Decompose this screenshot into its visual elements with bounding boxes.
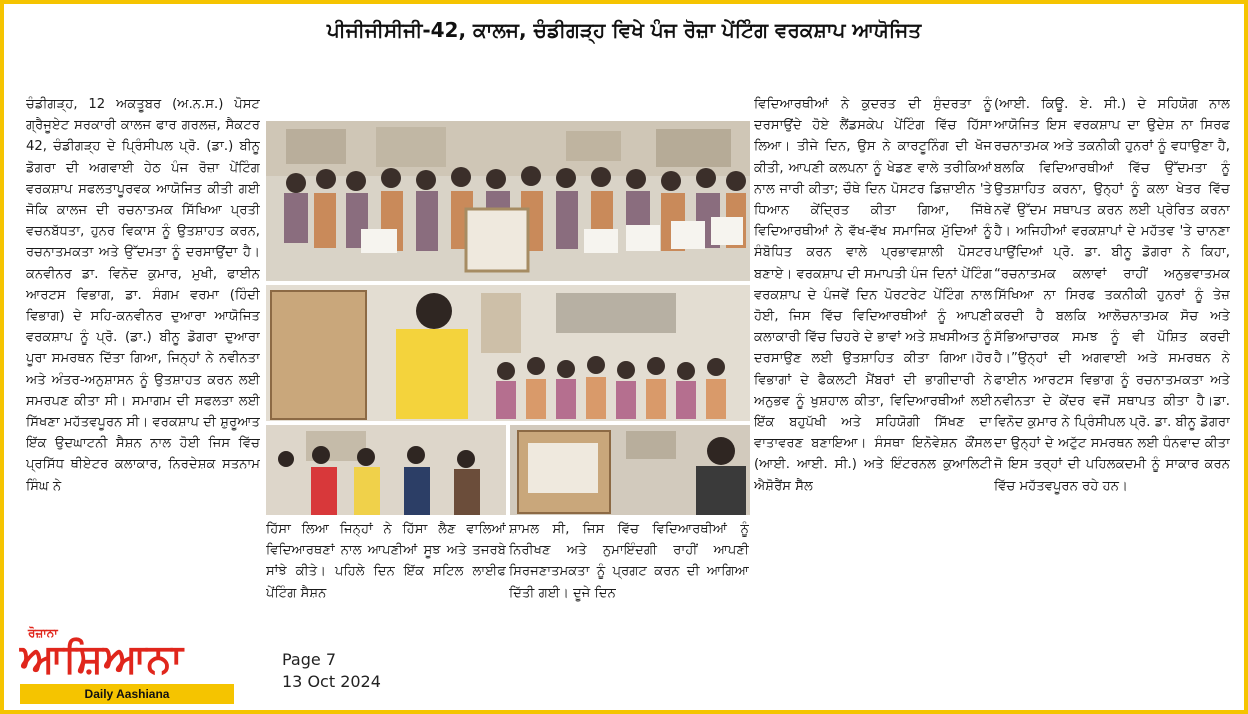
newspaper-logo bbox=[18, 626, 248, 706]
publication-date: 13 Oct 2024 bbox=[282, 672, 381, 691]
page-meta bbox=[282, 649, 381, 693]
article-column-2: ਹਿੱਸਾ ਲਿਆ ਜਿਨ੍ਹਾਂ ਨੇ ਹਿੱਸਾ ਲੈਣ ਵਾਲਿਆਂ ਵਿਦਿਆਰਥਣਾਂ ਨਾਲ ਆਪਣੀਆਂ ਸੂਝ ਅਤੇ ਤਜਰਬੇ ਸਾਂਝੇ ਕੀਤੇ। ਪਹਿਲੇ ਦਿਨ ਇੱਕ ਸਟਿਲ ਲਾਈਫ ਪੇਂਟਿੰਗ ਸੈਸ਼ਨ bbox=[266, 522, 506, 601]
logo-english: Daily Aashiana bbox=[20, 684, 234, 704]
article-column-3: ਸ਼ਾਮਲ ਸੀ, ਜਿਸ ਵਿੱਚ ਵਿਦਿਆਰਥੀਆਂ ਨੂੰ ਨਿਰੀਖਣ ਅਤੇ ਨੁਮਾਇੰਦਗੀ ਰਾਹੀਂ ਆਪਣੀ ਸਿਰਜਣਾਤਮਕਤਾ ਨੂੰ ਪ੍ਰਗਟ ਕਰਨ ਦੀ ਆਗਿਆ ਦਿੱਤੀ ਗਈ। ਦੂਜੇ ਦਿਨ bbox=[509, 522, 749, 601]
article-column-5: (ਆਈ. ਕਿਊ. ਏ. ਸੀ.) ਦੇ ਸਹਿਯੋਗ ਨਾਲ ਆਯੋਜਿਤ ਇਸ ਵਰਕਸ਼ਾਪ ਦਾ ਉਦੇਸ਼ ਨਾ ਸਿਰਫ ਰਚਨਾਤਮਕ ਅਤੇ ਤਕਨੀਕੀ ਹੁਨਰਾਂ ਨੂੰ ਵਧਾਉਣਾ ਹੈ, ਬਲਕਿ ਵਿਦਿਆਰਥੀਆਂ ਵਿੱਚ ਉੱਦਮਤਾ ਨੂੰ ਉਤਸ਼ਾਹਿਤ ਕਰਨਾ, ਉਨ੍ਹਾਂ ਨੂੰ ਕਲਾ ਖੇਤਰ ਵਿੱਚ ਨਵੇਂ ਉੱਦਮ ਸਥਾਪਤ ਕਰਨ ਲਈ ਪ੍ਰੇਰਿਤ ਕਰਨਾ ਹੈ। ਅਜਿਹੀਆਂ ਵਰਕਸ਼ਾਪਾਂ ਦੇ ਮਹੱਤਵ 'ਤੇ ਚਾਨਣਾ ਪਾਉਂਦਿਆਂ ਪ੍ਰੋ. ਡਾ. ਬੀਨੂ ਡੋਗਰਾ ਨੇ ਕਿਹਾ, “ਰਚਨਾਤਮਕ ਕਲਾਵਾਂ ਰਾਹੀਂ ਅਨੁਭਵਾਤਮਕ ਸਿੱਖਿਆ ਨਾ ਸਿਰਫ ਤਕਨੀਕੀ ਹੁਨਰਾਂ ਨੂੰ ਤੇਜ਼ ਕਰਦੀ ਹੈ ਬਲਕਿ ਆਲੋਚਨਾਤਮਕ ਸੋਚ ਅਤੇ ਸੱਭਿਆਚਾਰਕ ਸਮਝ ਨੂੰ ਵੀ ਪੋਸ਼ਿਤ ਕਰਦੀ ਹੈ।”ਉਨ੍ਹਾਂ ਦੀ ਅਗਵਾਈ ਅਤੇ ਸਮਰਥਨ ਨੇ ਫਾਈਨ ਆਰਟਸ ਵਿਭਾਗ ਨੂੰ ਰਚਨਾਤਮਕਤਾ ਅਤੇ ਨਵੀਨਤਾ ਦੇ ਕੇਂਦਰ ਵਜੋਂ ਸਥਾਪਤ ਕੀਤਾ ਹੈ।ਡਾ. ਵਿਨੋਦ ਕੁਮਾਰ ਨੇ ਪ੍ਰਿੰਸੀਪਲ ਪ੍ਰੋ. ਡਾ. ਬੀਨੂ ਡੋਗਰਾ ਦਾ ਉਨ੍ਹਾਂ ਦੇ ਅਟੁੱਟ ਸਮਰਥਨ ਲਈ ਧੰਨਵਾਦ ਕੀਤਾ ਜੋ ਇਸ ਤਰ੍ਹਾਂ ਦੀ ਪਹਿਲਕਦਮੀ ਨੂੰ ਸਾਕਾਰ ਕਰਨ ਵਿੱਚ ਮਹੱਤਵਪੂਰਨ ਰਹੇ ਹਨ। bbox=[994, 97, 1230, 494]
headline: ਪੀਜੀਜੀਸੀਜੀ-42, ਕਾਲਜ, ਚੰਡੀਗੜ੍ਹ ਵਿਖੇ ਪੰਜ ਰੋਜ਼ਾ ਪੇਂਟਿੰਗ ਵਰਕਸ਼ਾਪ ਆਯੋਜਿਤ bbox=[326, 18, 922, 42]
article-column-4: ਵਿਦਿਆਰਥੀਆਂ ਨੇ ਕੁਦਰਤ ਦੀ ਸੁੰਦਰਤਾ ਨੂੰ ਦਰਸਾਉਂਦੇ ਹੋਏ ਲੈਂਡਸਕੇਪ ਪੇਂਟਿੰਗ ਵਿੱਚ ਹਿੱਸਾ ਲਿਆ। ਤੀਜੇ ਦਿਨ, ਉਸ ਨੇ ਕਾਰਟੂਨਿੰਗ ਦੀ ਖੋਜ ਕੀਤੀ, ਆਪਣੀ ਕਲਪਨਾ ਨੂੰ ਖੇਡਣ ਵਾਲੇ ਤਰੀਕਿਆਂ ਨਾਲ ਜਾਰੀ ਕੀਤਾ; ਚੌਥੇ ਦਿਨ ਪੋਸਟਰ ਡਿਜ਼ਾਈਨ 'ਤੇ ਧਿਆਨ ਕੇਂਦ੍ਰਿਤ ਕੀਤਾ ਗਿਆ, ਜਿੱਥੇ ਵਿਦਿਆਰਥੀਆਂ ਨੇ ਵੱਖ-ਵੱਖ ਸਮਾਜਿਕ ਮੁੱਦਿਆਂ ਨੂੰ ਸੰਬੋਧਿਤ ਕਰਨ ਵਾਲੇ ਪ੍ਰਭਾਵਸ਼ਾਲੀ ਪੋਸਟਰ ਬਣਾਏ। ਵਰਕਸ਼ਾਪ ਦੀ ਸਮਾਪਤੀ ਪੰਜ ਦਿਨਾਂ ਪੇਂਟਿੰਗ ਵਰਕਸ਼ਾਪ ਦੇ ਪੰਜਵੇਂ ਦਿਨ ਪੋਰਟਰੇਟ ਪੇਂਟਿੰਗ ਨਾਲ ਹੋਈ, ਜਿਸ ਵਿੱਚ ਵਿਦਿਆਰਥੀਆਂ ਨੂੰ ਆਪਣੀ ਕਲਾਕਾਰੀ ਵਿੱਚ ਚਿਹਰੇ ਦੇ ਭਾਵਾਂ ਅਤੇ ਸ਼ਖਸੀਅਤ ਨੂੰ ਦਰਸਾਉਣ ਲਈ ਉਤਸ਼ਾਹਿਤ ਕੀਤਾ ਗਿਆ।ਹੋਰ ਵਿਭਾਗਾਂ ਦੇ ਫੈਕਲਟੀ ਮੈਂਬਰਾਂ ਦੀ ਭਾਗੀਦਾਰੀ ਨੇ ਅਨੁਭਵ ਨੂੰ ਖੁਸ਼ਹਾਲ ਕੀਤਾ, ਵਿਦਿਆਰਥੀਆਂ ਲਈ ਇੱਕ ਬਹੁਪੱਖੀ ਅਤੇ ਸਹਿਯੋਗੀ ਸਿੱਖਣ ਦਾ ਵਾਤਾਵਰਣ ਬਣਾਇਆ। ਸੰਸਥਾ ਇਨੋਵੇਸ਼ਨ ਕੌਂਸਲ (ਆਈ. ਆਈ. ਸੀ.) ਅਤੇ ਇੰਟਰਨਲ ਕੁਆਲਿਟੀ ਐਸ਼ੋਰੈਂਸ ਸੈੱਲ bbox=[754, 97, 992, 494]
logo-name: ਆਸ਼ਿਆਨਾ bbox=[20, 636, 183, 682]
newspaper-page bbox=[4, 4, 1244, 710]
article-column-1: ਚੰਡੀਗੜ੍ਹ, 12 ਅਕਤੂਬਰ (ਅ.ਨ.ਸ.) ਪੋਸਟ ਗ੍ਰੈਜੂਏਟ ਸਰਕਾਰੀ ਕਾਲਜ ਫਾਰ ਗਰਲਜ਼, ਸੈਕਟਰ 42, ਚੰਡੀਗੜ੍ਹ ਦੇ ਪ੍ਰਿੰਸੀਪਲ ਪ੍ਰੋ. (ਡਾ.) ਬੀਨੂ ਡੋਗਰਾ ਦੀ ਅਗਵਾਈ ਹੇਠ ਪੰਜ ਰੋਜ਼ਾ ਪੇਂਟਿੰਗ ਵਰਕਸ਼ਾਪ ਸਫਲਤਾਪੂਰਵਕ ਆਯੋਜਿਤ ਕੀਤੀ ਗਈ ਜੋਕਿ ਕਾਲਜ ਦੀ ਰਚਨਾਤਮਕ ਸਿੱਖਿਆ ਪ੍ਰਤੀ ਵਚਨਬੱਧਤਾ, ਹੁਨਰ ਵਿਕਾਸ ਨੂੰ ਉਤਸ਼ਾਹਤ ਕਰਨ, ਰਚਨਾਤਮਕਤਾ ਅਤੇ ਉੱਦਮਤਾ ਨੂੰ ਦਰਸਾਉਂਦਾ ਹੈ। ਕਨਵੀਨਰ ਡਾ. ਵਿਨੋਦ ਕੁਮਾਰ, ਮੁਖੀ, ਫਾਈਨ ਆਰਟਸ ਵਿਭਾਗ, ਡਾ. ਸੰਗਮ ਵਰਮਾ (ਹਿੰਦੀ ਵਿਭਾਗ) ਦੇ ਸਹਿ-ਕਨਵੀਨਰ ਦੁਆਰਾ ਆਯੋਜਿਤ ਵਰਕਸ਼ਾਪ ਨੂੰ ਪ੍ਰੋ. (ਡਾ.) ਬੀਨੂ ਡੋਗਰਾ ਦੁਆਰਾ ਪੂਰਾ ਸਮਰਥਨ ਦਿੱਤਾ ਗਿਆ, ਜਿਨ੍ਹਾਂ ਨੇ ਨਵੀਨਤਾ ਅਤੇ ਅੰਤਰ-ਅਨੁਸ਼ਾਸਨ ਨੂੰ ਉਤਸ਼ਾਹਤ ਕਰਨ ਲਈ ਸਮਰਪਣ ਕੀਤਾ ਸੀ। ਸਮਾਗਮ ਦੀ ਸਫਲਤਾ ਲਈ ਸਿੱਖਣਾ ਮਹੱਤਵਪੂਰਨ ਸੀ। ਵਰਕਸ਼ਾਪ ਦੀ ਸ਼ੁਰੂਆਤ ਇੱਕ ਉਦਘਾਟਨੀ ਸੈਸ਼ਨ ਨਾਲ ਹੋਈ ਜਿਸ ਵਿੱਚ ਪ੍ਰਸਿੱਧ ਥੀਏਟਰ ਕਲਾਕਾਰ, ਨਿਰਦੇਸ਼ਕ ਸਤਨਾਮ ਸਿੰਘ ਨੇ bbox=[26, 97, 260, 494]
logo-tagline: ਰੋਜ਼ਾਨਾ bbox=[28, 626, 58, 640]
page-number: Page 7 bbox=[282, 650, 336, 669]
event-photo-collage bbox=[266, 121, 750, 515]
